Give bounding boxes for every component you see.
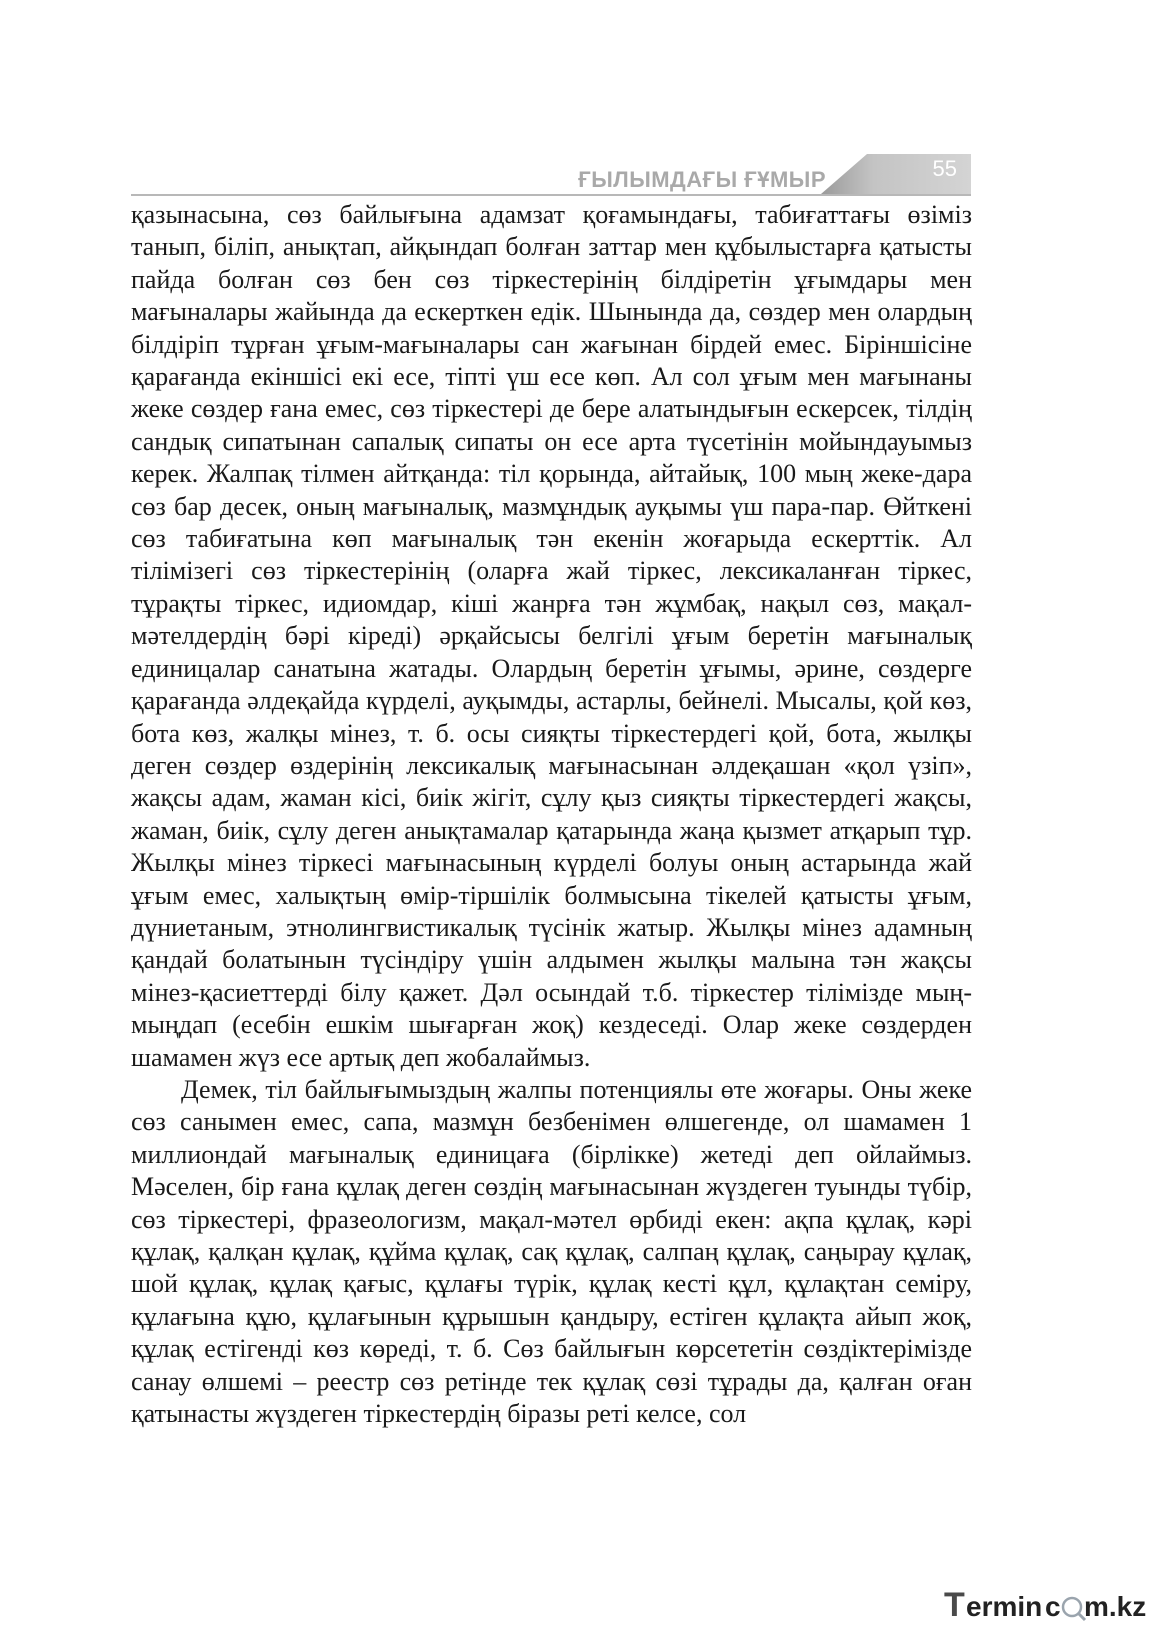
svg-text:ermin: ermin: [966, 1591, 1043, 1622]
watermark-logo: [942, 1580, 1152, 1626]
body-text: [131, 199, 972, 1430]
svg-text:c: c: [1045, 1591, 1061, 1622]
paragraph: қазынасына, сөз байлығына адамзат қоғамындағы, табиғаттағы өзіміз танып, біліп, анықтап, айқындап болған заттар мен құбылыстарға қатысты пайда болған сөз бен сөз тіркестерінің білдіретін ұғымдары мен мағыналары жайында да ескерткен едік. Шынында да, сөздер мен олардың білдіріп тұрған ұғым-мағыналары сан жағынан бірдей емес. Біріншісіне қарағанда екіншісі екі есе, тіпті үш есе көп. Ал сол ұғым мен мағынаны жеке сөздер ғана емес, сөз тіркестері де бере алатындығын ескерсек, тілдің сандық сипатынан сапалық сипаты он есе арта түсетінін мойындауымыз керек. Жалпақ тілмен айтқанда: тіл қорында, айтайық, 100 мың жеке-дара сөз бар десек, оның мағыналық, мазмұндық ауқымы үш пара-пар. Өйткені сөз табиғатына көп мағыналық тән екенін жоғарыда ескерттік. Ал тілімізегі сөз тіркестерінің (оларға жай тіркес, лексикаланған тіркес, тұрақты тіркес, идиомдар, кіші жанрға тән жұмбақ, нақыл сөз, мақал-мәтелдердің бәрі кіреді) әрқайсысы белгілі ұғым беретін мағыналық единицалар санатына жатады. Олардың беретін ұғымы, әрине, сөздерге қарағанда әлдеқайда күрделі, ауқымды, астарлы, бейнелі. Мысалы, қой көз, бота көз, жалқы мінез, т. б. осы сияқты тіркестердегі қой, бота, жылқы деген сөздер өздерінің лексикалық мағынасынан әлдеқашан «қол үзіп», жақсы адам, жаман кісі, биік жігіт, сұлу қыз сияқты тіркестердегі жақсы, жаман, биік, сұлу деген анықтамалар қатарында жаңа қызмет атқарып тұр. Жылқы мінез тіркесі мағынасының күрделі болуы оның астарында жай ұғым емес, халықтың өмір-тіршілік болмысына тікелей қатысты ұғым, дүниетаным, этнолингвистикалық түсінік жатыр. Жылқы мінез адамның қандай болатынын түсіндіру үшін алдымен жылқы малына тән жақсы мінез-қасиеттерді білу қажет. Дәл осындай т.б. тіркестер тілімізде мың-мыңдап (есебін ешкім шығарған жоқ) кездеседі. Олар жеке сөздерден шамамен жүз есе артық деп жобалаймыз.: [131, 200, 972, 1072]
page-header: [131, 148, 971, 196]
page-number-tab: [821, 152, 971, 194]
paragraph: Демек, тіл байлығымыздың жалпы потенциялы өте жоғары. Оны жеке сөз санымен емес, сапа, мазмұн безбенімен өлшегенде, ол шамамен 1 миллиондай мағыналық единицаға (бірлікке) жетеді деп ойлаймыз. Мәселен, бір ғана құлақ деген сөздің мағынасынан жүздеген туынды түбір, сөз тіркестері, фразеологизм, мақал-мәтел өрбиді екен: ақпа құлақ, кәрі құлақ, қалқан құлақ, құйма құлақ, сақ құлақ, салпаң құлақ, саңырау құлақ, шой құлақ, құлақ қағыс, құлағы түрік, құлақ кесті құл, құлақтан семіру, құлағына құю, құлағынын құрышын қандыру, естіген құлақта айып жоқ, құлақ естігенді көз көреді, т. б. Сөз байлығын көрсететін сөздіктерімізде санау өлшемі – реестр сөз ретінде тек құлақ сөзі тұрады да, қалған оған қатынасты жүздеген тіркестердің біразы реті келсе, сол: [131, 1074, 972, 1429]
page-number: 55: [932, 156, 957, 181]
header-rule: [131, 194, 971, 196]
svg-text:T: T: [944, 1586, 965, 1624]
termincom-logo: [942, 1580, 1152, 1626]
svg-text:m.kz: m.kz: [1084, 1591, 1147, 1622]
running-title: ҒЫЛЫМДАҒЫ ҒҰМЫР: [578, 167, 826, 192]
